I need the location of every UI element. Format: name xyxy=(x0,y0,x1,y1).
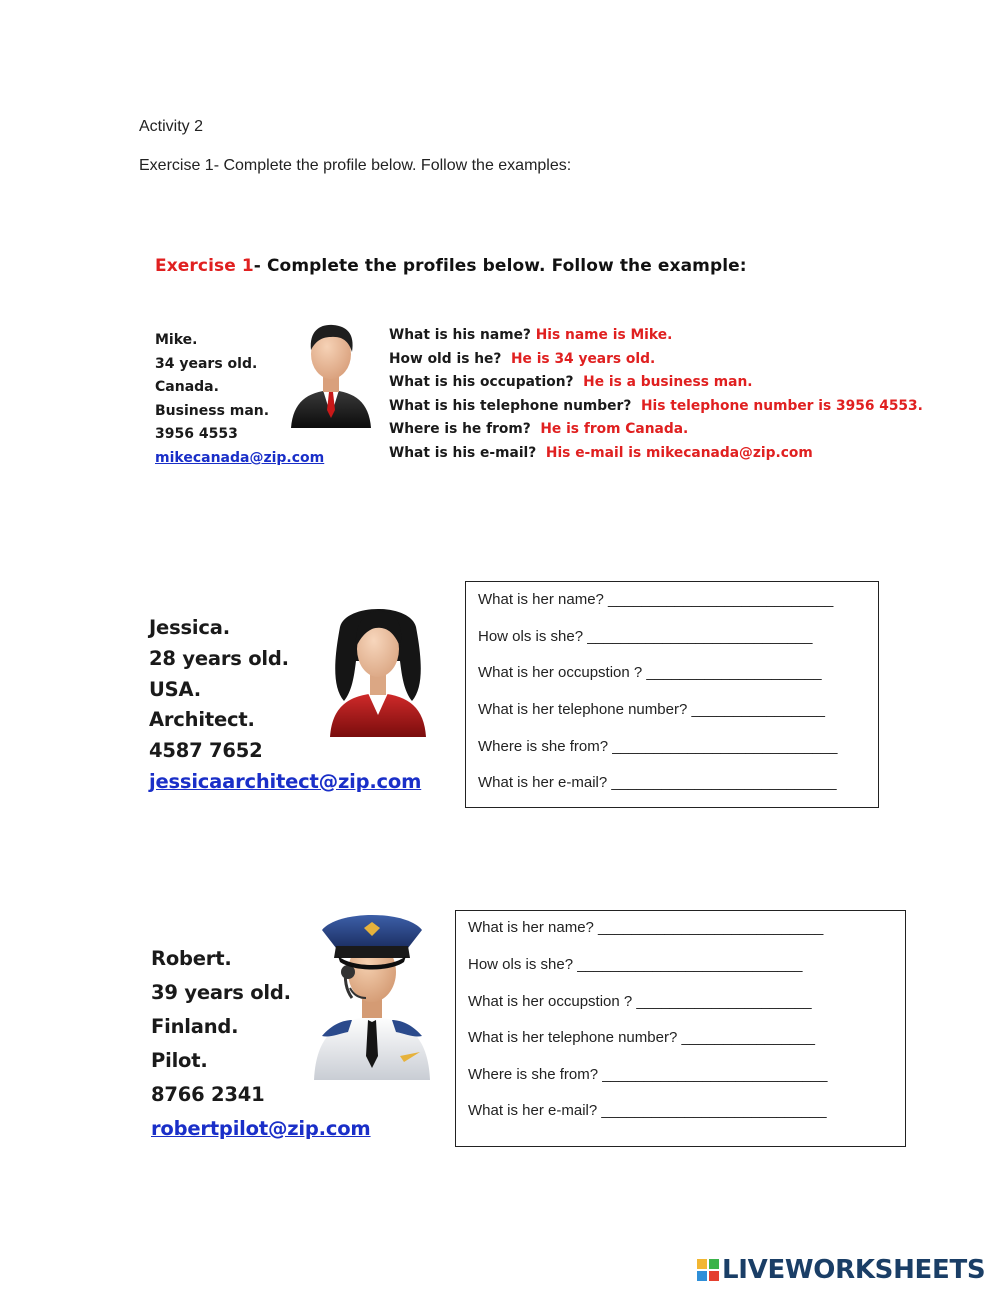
example-title-red: Exercise 1 xyxy=(155,256,254,276)
exercise-instruction: Exercise 1- Complete the profile below. Follow the examples: xyxy=(139,157,572,174)
profile-phone: 8766 2341 xyxy=(151,1083,265,1106)
example-qa xyxy=(389,324,923,466)
qa-answer: His name is Mike. xyxy=(535,327,673,343)
qa-answer: He is from Canada. xyxy=(540,421,689,438)
profile-email-link: jessicaarchitect@zip.com xyxy=(149,769,422,793)
profile-country: Canada. xyxy=(155,379,219,396)
qa-row xyxy=(389,395,923,419)
question-email[interactable]: What is her e-mail? ___________________________ xyxy=(478,774,837,791)
profile-phone: 4587 7652 xyxy=(149,739,263,763)
example-title xyxy=(155,256,747,276)
qa-answer: His e-mail is mikecanada@zip.com xyxy=(545,444,813,461)
businesswoman-avatar-icon xyxy=(322,597,434,739)
question-telephone[interactable]: What is her telephone number? ________________ xyxy=(478,701,825,718)
profile-name: Mike. xyxy=(155,332,198,348)
question-name[interactable]: What is her name? ___________________________ xyxy=(468,919,824,936)
question-name[interactable]: What is her name? ___________________________ xyxy=(478,591,834,608)
qa-row xyxy=(389,371,923,395)
qa-row xyxy=(389,418,923,442)
question-telephone[interactable]: What is her telephone number? ________________ xyxy=(468,1029,815,1046)
profile-age: 34 years old. xyxy=(155,355,258,372)
qa-question: What is his occupation? xyxy=(389,374,574,391)
qa-row xyxy=(389,324,923,348)
profile-email-link: mikecanada@zip.com xyxy=(155,449,325,466)
profile-occupation: Business man. xyxy=(155,402,270,419)
qa-question: Where is he from? xyxy=(389,421,531,438)
profile-email-link: robertpilot@zip.com xyxy=(151,1117,371,1140)
profile-age: 39 years old. xyxy=(151,981,291,1004)
profile-country: USA. xyxy=(149,677,201,701)
robert-question-box xyxy=(455,910,906,1147)
qa-question: What is his name? xyxy=(389,327,531,343)
question-email[interactable]: What is her e-mail? ___________________________ xyxy=(468,1102,827,1119)
activity-title: Activity 2 xyxy=(139,118,204,135)
profile-occupation: Pilot. xyxy=(151,1049,208,1072)
businessman-avatar-icon xyxy=(285,320,377,430)
jessica-question-box xyxy=(465,581,879,808)
qa-answer: His telephone number is 3956 4553. xyxy=(640,397,923,414)
qa-answer: He is 34 years old. xyxy=(511,350,656,367)
question-origin[interactable]: Where is she from? ___________________________ xyxy=(468,1066,828,1083)
profile-name: Jessica. xyxy=(149,616,230,639)
profile-name: Robert. xyxy=(151,947,232,970)
profile-age: 28 years old. xyxy=(149,646,289,670)
qa-question: How old is he? xyxy=(389,350,502,367)
question-occupation[interactable]: What is her occupstion ? _____________________ xyxy=(478,664,822,681)
question-origin[interactable]: Where is she from? ___________________________ xyxy=(478,738,838,755)
qa-row xyxy=(389,348,923,372)
pilot-avatar-icon xyxy=(308,906,436,1082)
qa-question: What is his e-mail? xyxy=(389,444,537,461)
qa-answer: He is a business man. xyxy=(583,374,753,391)
qa-question: What is his telephone number? xyxy=(389,397,632,414)
profile-occupation: Architect. xyxy=(149,708,255,732)
question-occupation[interactable]: What is her occupstion ? _____________________ xyxy=(468,993,812,1010)
question-age[interactable]: How ols is she? ___________________________ xyxy=(468,956,803,973)
question-age[interactable]: How ols is she? ___________________________ xyxy=(478,628,813,645)
qa-row xyxy=(389,442,923,466)
liveworksheets-logo xyxy=(697,1255,985,1285)
example-title-rest: - Complete the profiles below. Follow the example: xyxy=(253,256,747,276)
profile-phone: 3956 4553 xyxy=(155,426,238,443)
logo-text: LIVEWORKSHEETS xyxy=(722,1255,986,1285)
logo-blocks-icon xyxy=(697,1259,719,1281)
profile-country: Finland. xyxy=(151,1015,239,1038)
